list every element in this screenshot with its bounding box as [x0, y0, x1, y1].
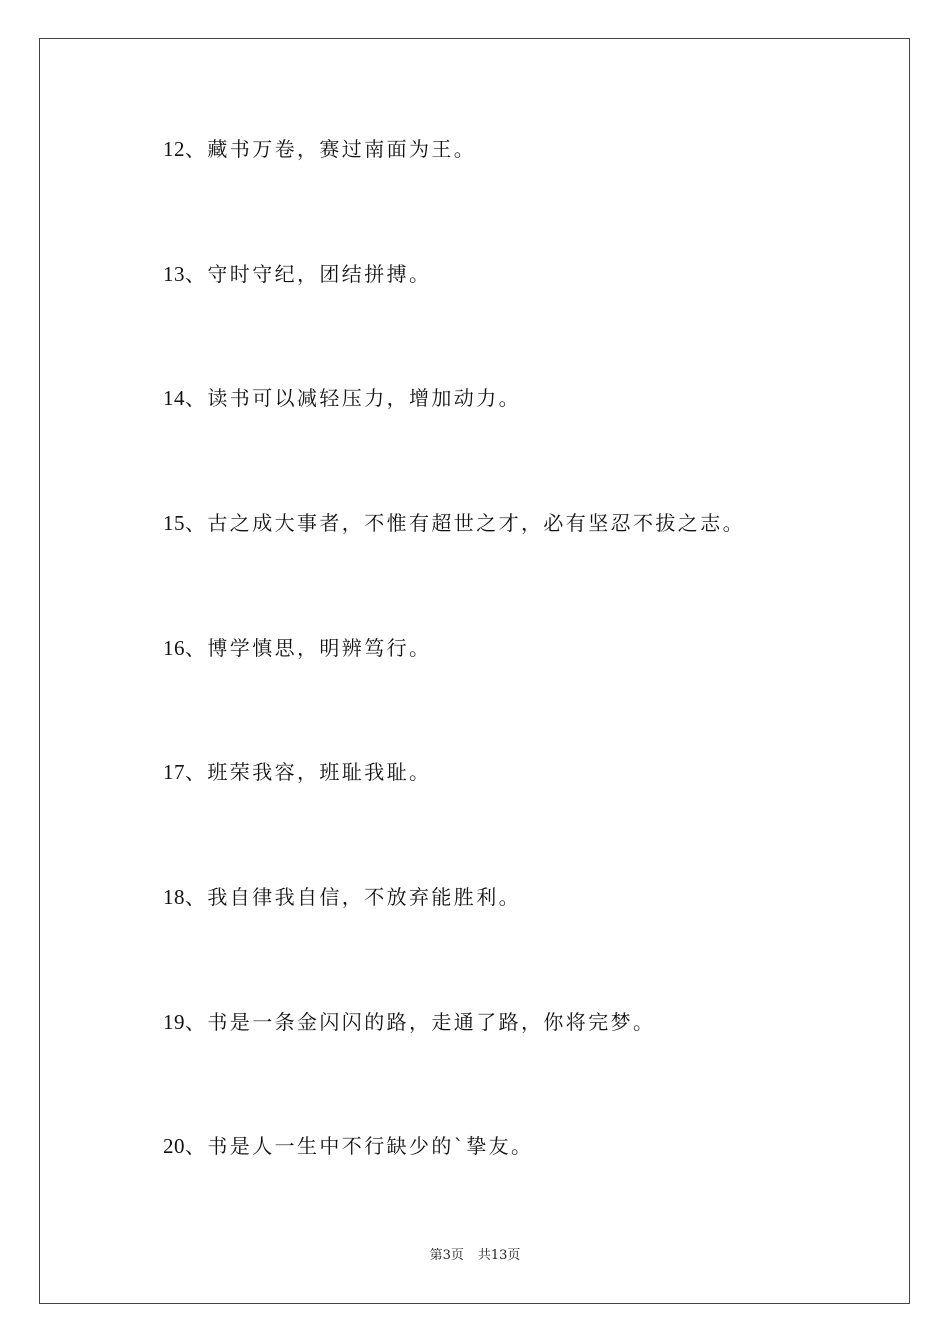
page-total: 共13页: [477, 1248, 521, 1263]
list-item: [163, 1134, 533, 1158]
item-text: 、藏书万卷，赛过南面为王。: [185, 137, 477, 161]
item-text: 、守时守纪，团结拼搏。: [185, 262, 432, 286]
page-footer: [0, 1248, 950, 1264]
item-number: 18: [163, 885, 185, 909]
list-item: [163, 386, 521, 410]
item-number: 20: [163, 1134, 185, 1158]
item-text: 、书是人一生中不行缺少的`挚友。: [185, 1134, 534, 1158]
list-item: [163, 137, 476, 161]
item-number: 16: [163, 636, 185, 660]
item-number: 12: [163, 137, 185, 161]
list-item: [163, 1010, 655, 1034]
item-number: 14: [163, 386, 185, 410]
item-text: 、博学慎思，明辨笃行。: [185, 636, 432, 660]
item-text: 、书是一条金闪闪的路，走通了路，你将完梦。: [185, 1010, 656, 1034]
item-number: 19: [163, 1010, 185, 1034]
list-item: [163, 760, 431, 784]
item-text: 、古之成大事者，不惟有超世之才，必有坚忍不拔之志。: [185, 511, 745, 535]
page-number: 第3页: [429, 1248, 464, 1263]
item-text: 、班荣我容，班耻我耻。: [185, 760, 432, 784]
item-number: 15: [163, 511, 185, 535]
item-text: 、读书可以减轻压力，增加动力。: [185, 386, 521, 410]
item-number: 13: [163, 262, 185, 286]
page-border: [39, 38, 910, 1304]
item-text: 、我自律我自信，不放弃能胜利。: [185, 885, 521, 909]
list-item: [163, 885, 521, 909]
list-item: [163, 511, 745, 535]
list-item: [163, 636, 431, 660]
item-number: 17: [163, 760, 185, 784]
list-item: [163, 262, 431, 286]
